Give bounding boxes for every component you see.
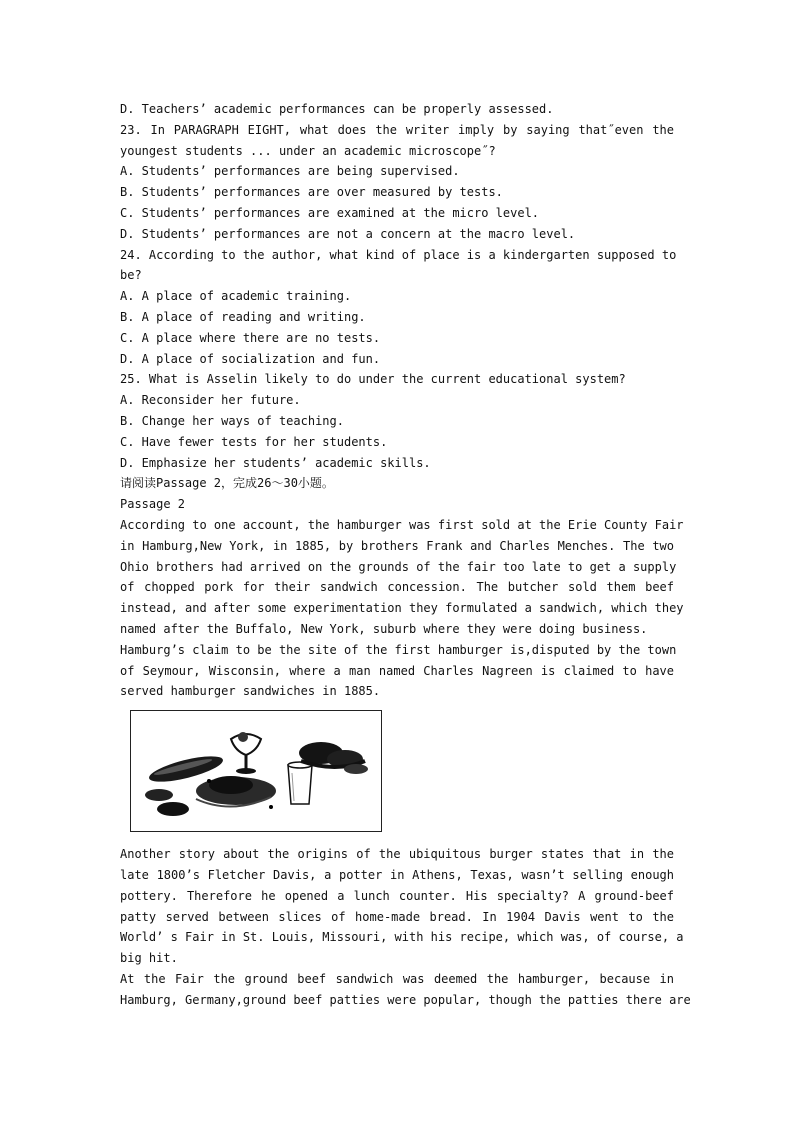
question-line: be? — [120, 268, 142, 283]
question-line: C. Have fewer tests for her students. — [120, 434, 388, 449]
food-illustration — [130, 710, 382, 832]
passage-paragraph-3 — [120, 844, 684, 969]
question-line: D. A place of socialization and fun. — [120, 351, 381, 366]
question-line: 23. In PARAGRAPH EIGHT, what does the writer imply by saying that˝even the — [120, 122, 674, 137]
paragraph-line: in Hamburg,New York, in 1885, by brothers Frank and Charles Menches. The two — [120, 538, 674, 553]
paragraph-line: Hamburg’s claim to be the site of the first hamburger is,disputed by the town — [120, 642, 677, 657]
food-illustration-drawing — [131, 711, 381, 831]
question-line: A. A place of academic training. — [120, 289, 352, 304]
paragraph-line: According to one account, the hamburger was first sold at the Erie County Fair — [120, 517, 684, 532]
passage-paragraph-2 — [120, 640, 677, 702]
question-line: A. Reconsider her future. — [120, 393, 301, 408]
question-line: D. Emphasize her students’ academic skills. — [120, 455, 431, 470]
paragraph-line: of chopped pork for their sandwich concession. The butcher sold them beef — [120, 580, 674, 595]
paragraph-line: of Seymour, Wisconsin, where a man named Charles Nagreen is claimed to have — [120, 663, 674, 678]
question-line: youngest students ... under an academic microscope˝? — [120, 143, 496, 158]
question-line: 25. What is Asselin likely to do under the current educational system? — [120, 372, 626, 387]
text-column — [120, 99, 691, 1010]
paragraph-line: Another story about the origins of the ubiquitous burger states that in the — [120, 847, 674, 862]
question-line: D. Teachers’ academic performances can be properly assessed. — [120, 102, 554, 116]
passage-paragraph-4 — [120, 969, 691, 1011]
paragraph-line: instead, and after some experimentation they formulated a sandwich, which they — [120, 601, 684, 616]
question-line: B. Students’ performances are over measured by tests. — [120, 185, 503, 200]
paragraph-line: late 1800’s Fletcher Davis, a potter in Athens, Texas, wasn’t selling enough — [120, 867, 674, 882]
passage-title: Passage 2 — [120, 497, 186, 512]
passage-paragraph-1 — [120, 515, 684, 640]
paragraph-line: big hit. — [120, 951, 178, 966]
paragraph-line: served hamburger sandwiches in 1885. — [120, 684, 381, 699]
question-line: B. A place of reading and writing. — [120, 309, 366, 324]
paragraph-line: patty served between slices of home-made bread. In 1904 Davis went to the — [120, 909, 674, 924]
paragraph-line: World’ s Fair in St. Louis, Missouri, with his recipe, which was, of course, a — [120, 930, 684, 945]
paragraph-line: At the Fair the ground beef sandwich was deemed the hamburger, because in — [120, 971, 674, 986]
question-line: B. Change her ways of teaching. — [120, 413, 344, 428]
question-line: A. Students’ performances are being supervised. — [120, 164, 460, 179]
question-line: C. A place where there are no tests. — [120, 330, 381, 345]
instruction-text: 请阅读Passage 2，完成26～30小题。 — [120, 476, 334, 491]
question-line: D. Students’ performances are not a concern at the macro level. — [120, 226, 576, 241]
questions-block — [120, 99, 677, 473]
question-line: C. Students’ performances are examined at the micro level. — [120, 205, 540, 220]
paragraph-line: named after the Buffalo, New York, suburb where they were doing business. — [120, 621, 648, 636]
paragraph-line: Ohio brothers had arrived on the grounds of the fair too late to get a supply — [120, 559, 677, 574]
paragraph-line: Hamburg, Germany,ground beef patties were popular, though the patties there are — [120, 992, 691, 1007]
paragraph-line: pottery. Therefore he opened a lunch counter. His specialty? A ground-beef — [120, 888, 674, 903]
question-line: 24. According to the author, what kind of place is a kindergarten supposed to — [120, 247, 677, 262]
